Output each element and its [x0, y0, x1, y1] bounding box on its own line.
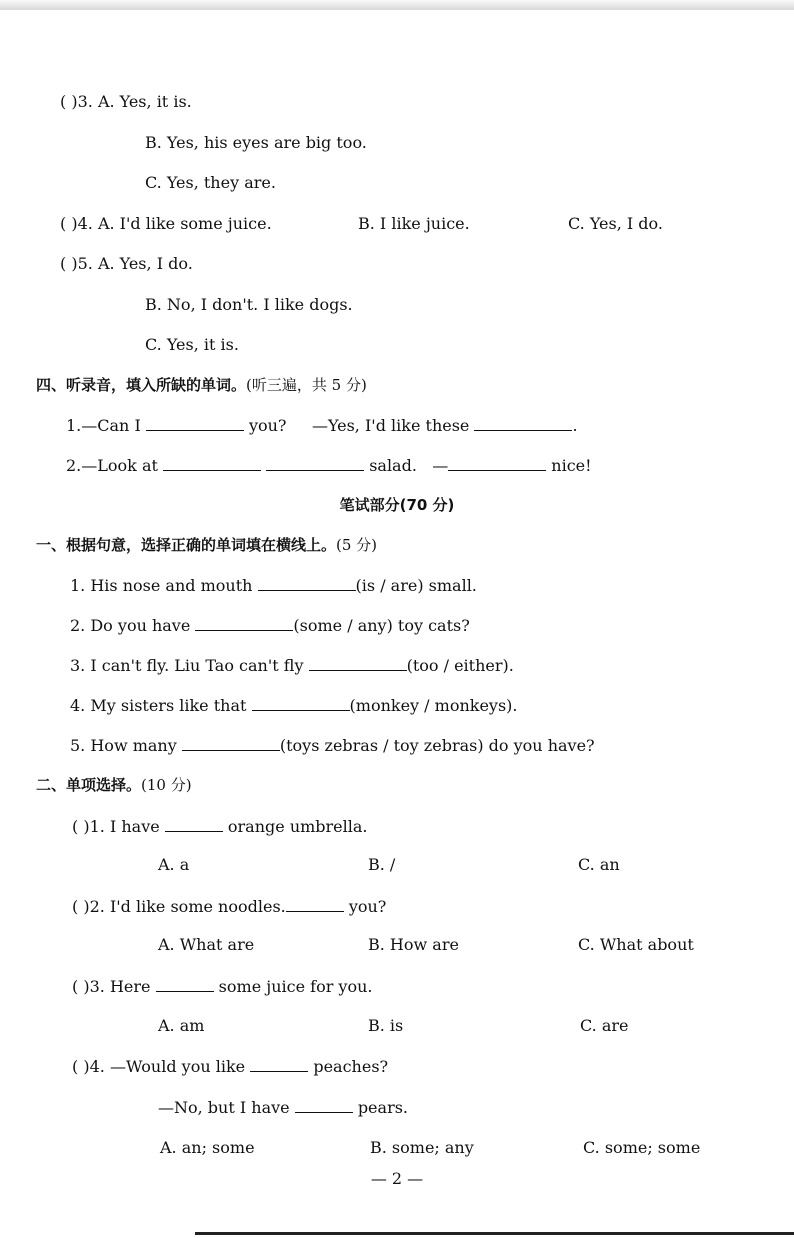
option-c: C. are	[580, 1016, 629, 1035]
fill-item: 5. How many (toys zebras / toy zebras) do you have?	[70, 736, 595, 755]
top-edge	[0, 0, 794, 10]
choice-question-4-line2: —No, but I have pears.	[158, 1098, 409, 1117]
answer-blank[interactable]	[156, 975, 214, 992]
answer-blank[interactable]	[250, 1055, 308, 1072]
question-number: ( )2.	[72, 897, 105, 916]
fill-line-2: 2.—Look at salad. — nice!	[66, 456, 592, 475]
choice-question-3: ( )3. Here some juice for you.	[72, 977, 373, 996]
option-b: B. How are	[368, 935, 459, 954]
answer-blank[interactable]	[266, 454, 364, 471]
answer-blank[interactable]	[146, 414, 244, 431]
option-a: A. am	[158, 1016, 205, 1035]
option-a: A. I'd like some juice.	[97, 214, 272, 233]
points-label: (10 分)	[141, 776, 192, 794]
option-c: C. Yes, I do.	[568, 214, 663, 233]
page-number: — 2 —	[370, 1169, 424, 1188]
option-b: B. I like juice.	[358, 214, 470, 233]
choice-question-1: ( )1. I have orange umbrella.	[72, 817, 368, 836]
option-b: B. No, I don't. I like dogs.	[145, 295, 353, 314]
section-heading: 一、根据句意，选择正确的单词填在横线上。(5 分)	[36, 536, 378, 554]
fill-item: 1. His nose and mouth (is / are) small.	[70, 576, 477, 595]
answer-blank[interactable]	[309, 654, 407, 671]
option-b: B. is	[368, 1016, 404, 1035]
option-c: C. Yes, they are.	[145, 173, 276, 192]
question-5	[60, 253, 193, 275]
question-number: ( )1.	[72, 817, 105, 836]
written-part-title: 笔试部分(70 分)	[339, 496, 455, 514]
option-c: C. an	[578, 855, 620, 874]
answer-blank[interactable]	[474, 414, 572, 431]
answer-blank[interactable]	[448, 454, 546, 471]
question-number: ( )3.	[60, 92, 93, 111]
points-label: (5 分)	[336, 536, 378, 554]
question-number: ( )4.	[60, 214, 93, 233]
fill-item: 2. Do you have (some / any) toy cats?	[70, 616, 470, 635]
points-label: (听三遍，共 5 分)	[246, 376, 367, 394]
option-b: B. Yes, his eyes are big too.	[145, 133, 367, 152]
answer-blank[interactable]	[195, 614, 293, 631]
question-4	[60, 213, 272, 235]
option-a: A. a	[158, 855, 190, 874]
answer-blank[interactable]	[165, 815, 223, 832]
option-a: A. an; some	[160, 1138, 255, 1157]
option-a: A. What are	[158, 935, 255, 954]
option-c: C. some; some	[583, 1138, 701, 1157]
question-3	[60, 91, 192, 113]
fill-line-1: 1.—Can I you? —Yes, I'd like these .	[66, 416, 578, 435]
option-a: A. Yes, I do.	[97, 254, 193, 273]
option-a: A. Yes, it is.	[97, 92, 192, 111]
answer-blank[interactable]	[258, 574, 356, 591]
option-b: B. /	[368, 855, 396, 874]
fill-item: 3. I can't fly. Liu Tao can't fly (too / either).	[70, 656, 514, 675]
fill-item: 4. My sisters like that (monkey / monkeys).	[70, 696, 518, 715]
section-heading: 四、听录音，填入所缺的单词。(听三遍，共 5 分)	[36, 376, 367, 394]
bottom-rule	[195, 1232, 794, 1235]
question-number: ( )4.	[72, 1057, 105, 1076]
option-b: B. some; any	[370, 1138, 474, 1157]
answer-blank[interactable]	[163, 454, 261, 471]
answer-blank[interactable]	[252, 694, 350, 711]
section-heading: 二、单项选择。(10 分)	[36, 776, 192, 794]
answer-blank[interactable]	[286, 895, 344, 912]
option-c: C. What about	[578, 935, 694, 954]
answer-blank[interactable]	[295, 1096, 353, 1113]
question-number: ( )3.	[72, 977, 105, 996]
choice-question-4: ( )4. —Would you like peaches?	[72, 1057, 389, 1076]
answer-blank[interactable]	[182, 734, 280, 751]
option-c: C. Yes, it is.	[145, 335, 239, 354]
question-number: ( )5.	[60, 254, 93, 273]
choice-question-2: ( )2. I'd like some noodles. you?	[72, 897, 387, 916]
